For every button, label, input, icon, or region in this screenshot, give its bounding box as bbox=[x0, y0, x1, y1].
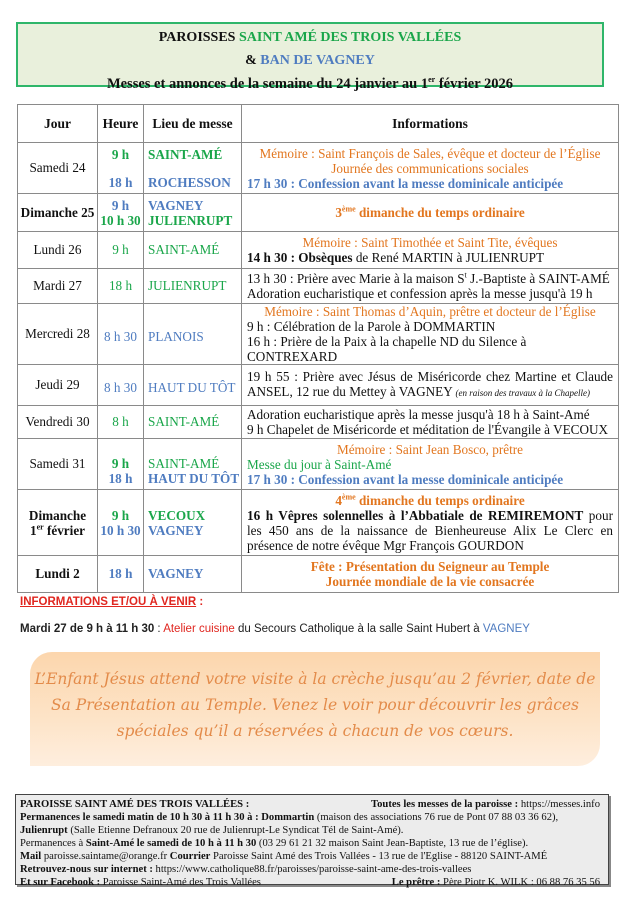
info-item-sep: : bbox=[154, 623, 164, 635]
footer-contact bbox=[20, 850, 604, 863]
confession-text: 17 h 30 : Confession avant la messe dominicale anticipée bbox=[247, 471, 564, 487]
col-header-jour: Jour bbox=[18, 105, 98, 143]
place-cell bbox=[144, 490, 242, 556]
week-title-sup: er bbox=[428, 75, 436, 85]
website-link[interactable]: https://www.catholique88.fr/paroisses/paroisse-saint-ame-des-trois-vallees bbox=[152, 864, 472, 875]
perm3-label: Saint-Amé le samedi de 10 h à 11 h 30 bbox=[85, 838, 257, 849]
day-cell bbox=[18, 490, 98, 556]
info-cell bbox=[242, 143, 619, 194]
sunday-title: dimanche du temps ordinaire bbox=[358, 205, 525, 220]
perm3-prefix: Permanences à bbox=[20, 838, 86, 849]
time-cell: 8 h 30 bbox=[98, 304, 144, 365]
place-value: SAINT-AMÉ bbox=[148, 456, 220, 471]
week-title-end: février 2026 bbox=[435, 76, 514, 92]
place-cell: SAINT-AMÉ bbox=[144, 232, 242, 269]
informations-title: INFORMATIONS ET/OU À VENIR bbox=[20, 596, 197, 608]
info-cell bbox=[242, 439, 619, 490]
creche-banner bbox=[30, 652, 600, 766]
table-row bbox=[18, 406, 619, 439]
table-row bbox=[18, 490, 619, 556]
table-row bbox=[18, 556, 619, 593]
day-cell: Samedi 31 bbox=[18, 439, 98, 490]
place-cell bbox=[144, 194, 242, 232]
time-value: 10 h 30 bbox=[100, 212, 141, 228]
info-cell bbox=[242, 269, 619, 304]
parish-name-saint-ame: SAINT AMÉ DES TROIS VALLÉES bbox=[238, 30, 462, 45]
place-cell: SAINT-AMÉ bbox=[144, 406, 242, 439]
prayer-text-end: J.-Baptiste à SAINT-AMÉ bbox=[466, 271, 610, 286]
table-row bbox=[18, 439, 619, 490]
table-row bbox=[18, 194, 619, 232]
place-cell: PLANOIS bbox=[144, 304, 242, 365]
col-header-heure: Heure bbox=[98, 105, 144, 143]
header-week-title bbox=[18, 76, 602, 93]
day-name: Dimanche bbox=[28, 507, 87, 523]
info-item-date: Mardi 27 de 9 h à 11 h 30 bbox=[20, 623, 155, 635]
time-cell bbox=[98, 194, 144, 232]
footer-permanence-3 bbox=[20, 837, 604, 850]
footer-permanence-2 bbox=[20, 824, 604, 837]
footer-internet bbox=[20, 863, 604, 876]
memorial-text: Mémoire : Saint Timothée et Saint Tite, évêques bbox=[302, 235, 558, 250]
feast-text: Fête : Présentation du Seigneur au Temple bbox=[310, 559, 550, 574]
parish-footer bbox=[15, 794, 609, 888]
info-item-event: Atelier cuisine bbox=[163, 623, 235, 635]
table-row bbox=[18, 232, 619, 269]
footer-title-row bbox=[20, 798, 604, 811]
time-value: 9 h bbox=[111, 456, 130, 471]
place-cell bbox=[144, 143, 242, 194]
header-line-parishes bbox=[18, 30, 602, 46]
day-ordinal: er bbox=[36, 522, 44, 532]
prayer-address: ANSEL, 12 rue du Mettey à VAGNEY bbox=[247, 384, 456, 399]
place-cell: VAGNEY bbox=[144, 556, 242, 593]
info-cell bbox=[242, 406, 619, 439]
time-value: 10 h 30 bbox=[100, 522, 141, 538]
time-value: 9 h bbox=[111, 146, 130, 162]
all-masses-info bbox=[371, 798, 600, 811]
mail-label: Mail bbox=[20, 851, 42, 862]
place-cell: HAUT DU TÔT bbox=[144, 365, 242, 406]
courrier-label: Courrier bbox=[169, 851, 211, 862]
place-value: HAUT DU TÔT bbox=[148, 471, 240, 486]
adoration-text: Adoration eucharistique après la messe jusqu'à 18 h à Saint-Amé bbox=[247, 407, 590, 422]
time-cell: 8 h bbox=[98, 406, 144, 439]
place-cell bbox=[144, 439, 242, 490]
sunday-number: 3 bbox=[335, 205, 342, 220]
day-cell: Mercredi 28 bbox=[18, 304, 98, 365]
sunday-ordinal: ème bbox=[341, 492, 356, 502]
vespers-text: pour les 450 ans de la naissance de Bienheureuse Alix Le Clerc en présence de notre évêque Mgr François GOURDON bbox=[247, 507, 613, 553]
info-cell bbox=[242, 232, 619, 269]
place-value: VAGNEY bbox=[148, 522, 204, 538]
adoration-text: Adoration eucharistique et confession après la messe jusqu'à 19 h bbox=[247, 286, 593, 301]
memorial-text: Mémoire : Saint François de Sales, évêque et docteur de l’Église bbox=[259, 145, 601, 161]
courrier-address: Paroisse Saint Amé des Trois Vallées - 13 rue de l'Eglise - 88120 SAINT-AMÉ bbox=[210, 851, 548, 862]
time-cell: 9 h bbox=[98, 232, 144, 269]
time-cell bbox=[98, 490, 144, 556]
footer-title: PAROISSE SAINT AMÉ DES TROIS VALLÉES : bbox=[20, 799, 250, 810]
mass-of-day-text: Messe du jour à Saint-Amé bbox=[247, 456, 392, 472]
world-day-text: Journée mondiale de la vie consacrée bbox=[325, 574, 535, 589]
day-observance: Journée des communications sociales bbox=[331, 160, 529, 176]
day-cell: Vendredi 30 bbox=[18, 406, 98, 439]
banner-line: L’Enfant Jésus attend votre visite à la crèche jusqu’au 2 février, date de bbox=[34, 670, 596, 688]
informations-heading bbox=[20, 596, 203, 608]
memorial-text: Mémoire : Saint Jean Bosco, prêtre bbox=[336, 441, 524, 457]
time-cell: 18 h bbox=[98, 269, 144, 304]
info-cell bbox=[242, 304, 619, 365]
priest-contact: Père Piotr K. WILK : 06 88 76 35 56 bbox=[440, 877, 600, 888]
header-ampersand: & bbox=[245, 53, 261, 68]
place-value: ROCHESSON bbox=[148, 174, 231, 190]
day-cell: Samedi 24 bbox=[18, 143, 98, 194]
header-prefix: PAROISSES bbox=[158, 30, 239, 45]
time-cell bbox=[98, 143, 144, 194]
table-header-row bbox=[18, 105, 619, 143]
place-value: JULIENRUPT bbox=[148, 212, 233, 228]
perm1-label: Permanences le samedi matin de 10 h 30 à 11 h 30 à : Dommartin bbox=[20, 812, 315, 823]
priest-info bbox=[392, 876, 600, 889]
sunday-number: 4 bbox=[335, 492, 342, 508]
prayer-note: (en raison des travaux à la Chapelle) bbox=[455, 388, 591, 398]
peace-prayer-text: 16 h : Prière de la Paix à la chapelle ND du Silence à CONTREXARD bbox=[247, 334, 527, 364]
mass-schedule-table bbox=[17, 104, 619, 593]
info-item-place: VAGNEY bbox=[482, 623, 530, 635]
confession-text: 17 h 30 : Confession avant la messe dominicale anticipée bbox=[247, 175, 564, 191]
celebration-text: 9 h : Célébration de la Parole à DOMMARTIN bbox=[247, 319, 496, 334]
funeral-text: de René MARTIN à JULIENRUPT bbox=[352, 250, 545, 265]
table-row bbox=[18, 143, 619, 194]
col-header-lieu: Lieu de messe bbox=[144, 105, 242, 143]
time-value: 18 h bbox=[108, 471, 133, 486]
day-number: 1 bbox=[29, 522, 37, 538]
time-value: 9 h bbox=[111, 507, 130, 523]
table-row bbox=[18, 365, 619, 406]
facebook-link[interactable]: Paroisse Saint-Amé des Trois Vallées bbox=[100, 877, 261, 888]
day-cell: Mardi 27 bbox=[18, 269, 98, 304]
table-row bbox=[18, 304, 619, 365]
place-cell: JULIENRUPT bbox=[144, 269, 242, 304]
parish-name-ban-de-vagney: BAN DE VAGNEY bbox=[260, 53, 375, 68]
place-value: VECOUX bbox=[148, 507, 206, 523]
time-cell bbox=[98, 439, 144, 490]
day-cell: Lundi 26 bbox=[18, 232, 98, 269]
footer-permanence-1 bbox=[20, 811, 604, 824]
day-month: février bbox=[43, 522, 86, 538]
time-value: 9 h bbox=[111, 197, 130, 213]
table-row bbox=[18, 269, 619, 304]
info-cell bbox=[242, 194, 619, 232]
info-cell bbox=[242, 365, 619, 406]
perm2-label: Julienrupt bbox=[20, 825, 68, 836]
vespers-label: 16 h Vêpres solennelles à l’Abbatiale de REMIREMONT bbox=[247, 507, 584, 523]
banner-line: Sa Présentation au Temple. Venez le voir pour découvrir les grâces bbox=[50, 696, 579, 714]
saint-abbrev-sup: t bbox=[464, 270, 467, 280]
prayer-text: 19 h 55 : Prière avec Jésus de Miséricorde chez Martine et Claude bbox=[247, 369, 613, 384]
header-line-ban bbox=[18, 53, 602, 69]
facebook-label: Et sur Facebook : bbox=[20, 877, 101, 888]
perm2-text: (Salle Etienne Defranoux 20 rue de Julienrupt-Le Syndicat Tél de Saint-Amé). bbox=[67, 825, 404, 836]
internet-label: Retrouvez-nous sur internet : bbox=[20, 864, 153, 875]
place-value: SAINT-AMÉ bbox=[148, 146, 223, 162]
sunday-ordinal: ème bbox=[341, 204, 356, 214]
bulletin-header bbox=[16, 22, 604, 92]
sunday-title: dimanche du temps ordinaire bbox=[358, 492, 525, 508]
all-masses-label: Toutes les messes de la paroisse : bbox=[371, 799, 519, 810]
col-header-informations: Informations bbox=[242, 105, 619, 143]
day-cell: Jeudi 29 bbox=[18, 365, 98, 406]
info-cell bbox=[242, 556, 619, 593]
time-value: 18 h bbox=[108, 174, 133, 190]
funeral-label: 14 h 30 : Obsèques bbox=[247, 250, 353, 265]
perm1-text: (maison des associations 76 rue de Pont 07 88 03 36 62), bbox=[314, 812, 559, 823]
place-value: VAGNEY bbox=[148, 197, 204, 213]
week-title-text: Messes et annonces de la semaine du 24 janvier au 1 bbox=[106, 76, 429, 92]
informations-item bbox=[20, 623, 530, 635]
banner-line: spéciales qu’il a réservées à chacun de vos cœurs. bbox=[116, 722, 514, 740]
priest-label: Le prêtre : bbox=[391, 877, 441, 888]
time-cell: 8 h 30 bbox=[98, 365, 144, 406]
prayer-text: 13 h 30 : Prière avec Marie à la maison S bbox=[247, 271, 465, 286]
all-masses-link[interactable]: https://messes.info bbox=[518, 799, 600, 810]
day-cell: Lundi 2 bbox=[18, 556, 98, 593]
chaplet-text: 9 h Chapelet de Miséricorde et méditation de l'Évangile à VECOUX bbox=[247, 422, 609, 437]
info-cell bbox=[242, 490, 619, 556]
day-cell: Dimanche 25 bbox=[18, 194, 98, 232]
time-cell: 18 h bbox=[98, 556, 144, 593]
footer-facebook-row bbox=[20, 876, 604, 889]
memorial-text: Mémoire : Saint Thomas d’Aquin, prêtre et docteur de l’Église bbox=[264, 304, 596, 319]
info-item-text: du Secours Catholique à la salle Saint Hubert à bbox=[234, 623, 483, 635]
perm3-text: (03 29 61 21 32 maison Saint Jean-Baptiste, 13 rue de l’église). bbox=[256, 838, 529, 849]
mail-link[interactable]: paroisse.saintame@orange.fr bbox=[41, 851, 170, 862]
informations-title-colon: : bbox=[196, 596, 204, 608]
